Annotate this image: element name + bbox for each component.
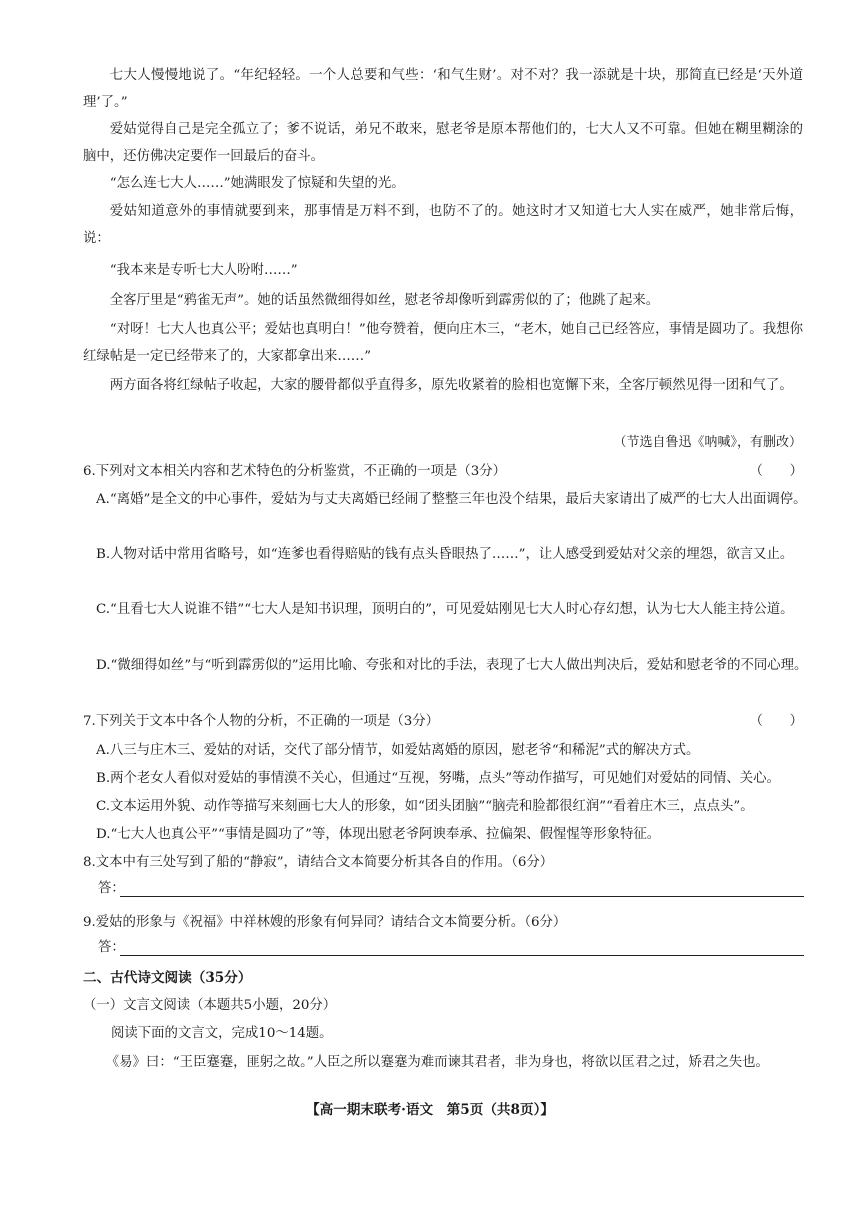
answer-bracket: （ ）: [749, 464, 803, 479]
question-7-text: 7.下列关于文本中各个人物的分析，不正确的一项是（3分）: [83, 714, 440, 729]
passage-paragraph: “对呀！七大人也真公平；爱姑也真明白！”他夸赞着，便向庄木三，“老木，她自己已经答应，事情是圆功了。我想你红绿帖是一定已经带来了的，大家都拿出来……”: [83, 322, 803, 364]
question-6-option-a: A.“离婚”是全文的中心事件，爱姑为与丈夫离婚已经闹了整整三年也没个结果，最后夫家请出了威严的七大人出面调停。: [96, 492, 807, 507]
passage-paragraph: “我本来是专听七大人吩咐……”: [109, 263, 298, 278]
question-9-stem: 9.爱姑的形象与《祝福》中祥林嫂的形象有何异同？请结合文本简要分析。（6分）: [83, 915, 567, 930]
section-title: 二、古代诗文阅读（35分）: [83, 970, 252, 986]
answer-label: 答：: [98, 940, 125, 955]
question-7-option-c: C.文本运用外貌、动作等描写来刻画七大人的形象，如“团头团脑”“脑壳和脸都很红润”“看着庄木三，点点头”。: [96, 799, 754, 814]
question-7-stem: [83, 708, 803, 735]
question-7-option-a: A.八三与庄木三、爱姑的对话，交代了部分情节，如爱姑离婚的原因，慰老爷“和稀泥”式的解决方式。: [96, 743, 700, 758]
question-8-stem: 8.文本中有三处写到了船的“静寂”，请结合文本简要分析其各自的作用。（6分）: [83, 855, 554, 870]
answer-underline: [120, 955, 804, 956]
question-8-answer-area[interactable]: [98, 878, 804, 900]
question-9-answer-area[interactable]: [98, 937, 804, 959]
answer-underline: [120, 896, 804, 897]
question-6-stem: [83, 458, 803, 485]
passage-paragraph: 七大人慢慢地说了。“年纪轻轻。一个人总要和气些：‘和气生财’。对不对？我一添就是十块，那简直已经是‘天外道理’了。”: [83, 68, 803, 110]
passage-paragraph: 爱姑觉得自己是完全孤立了；爹不说话，弟兄不敢来，慰老爷是原本帮他们的，七大人又不可靠。但她在糊里糊涂的脑中，还仿佛决定要作一回最后的奋斗。: [83, 122, 803, 164]
page-footer: 【高一期末联考·语文 第5页（共8页）】: [306, 1102, 554, 1118]
reading-instruction: 阅读下面的文言文，完成10～14题。: [111, 1026, 333, 1041]
question-6-text: 6.下列对文本相关内容和艺术特色的分析鉴赏，不正确的一项是（3分）: [83, 464, 507, 479]
classical-text: 《易》曰：“王臣蹇蹇，匪躬之故。”人臣之所以蹇蹇为难而谏其君者，非为身也，将欲以匡君之过，矫君之失也。: [105, 1055, 769, 1070]
passage-paragraph: 爱姑知道意外的事情就要到来，那事情是万料不到，也防不了的。她这时才又知道七大人实在威严，她非常后悔，说：: [83, 204, 803, 246]
question-6-option-b: B.人物对话中常用省略号，如“连爹也看得赔贴的钱有点头昏眼热了……”，让人感受到爱姑对父亲的埋怨，欲言又止。: [96, 547, 794, 562]
answer-bracket: （ ）: [749, 714, 803, 729]
question-7-option-b: B.两个老女人看似对爱姑的事情漠不关心，但通过“互视，努嘴，点头”等动作描写，可见她们对爱姑的同情、关心。: [96, 771, 780, 786]
question-6-option-d: D.“微细得如丝”与“听到霹雳似的”运用比喻、夸张和对比的手法，表现了七大人做出判决后，爱姑和慰老爷的不同心理。: [96, 658, 808, 673]
question-7-option-d: D.“七大人也真公平”“事情是圆功了”等，体现出慰老爷阿谀奉承、拉偏架、假惺惺等形象特征。: [96, 827, 661, 842]
passage-paragraph: 两方面各将红绿帖子收起，大家的腰骨都似乎直得多，原先收紧着的脸相也宽懈下来，全客厅顿然见得一团和气了。: [109, 378, 793, 393]
subsection-title: （一）文言文阅读（本题共5小题，20分）: [83, 998, 337, 1013]
answer-label: 答：: [98, 881, 125, 896]
question-6-option-c: C.“且看七大人说谁不错”“七大人是知书识理，顶明白的”，可见爱姑刚见七大人时心存幻想，认为七大人能主持公道。: [96, 602, 794, 617]
source-note: （节选自鲁迅《呐喊》，有删改）: [613, 435, 802, 450]
passage-paragraph: 全客厅里是“鸦雀无声”。她的话虽然微细得如丝，慰老爷却像听到霹雳似的了；他跳了起来。: [109, 293, 660, 308]
passage-paragraph: “怎么连七大人……”她满眼发了惊疑和失望的光。: [109, 176, 405, 191]
